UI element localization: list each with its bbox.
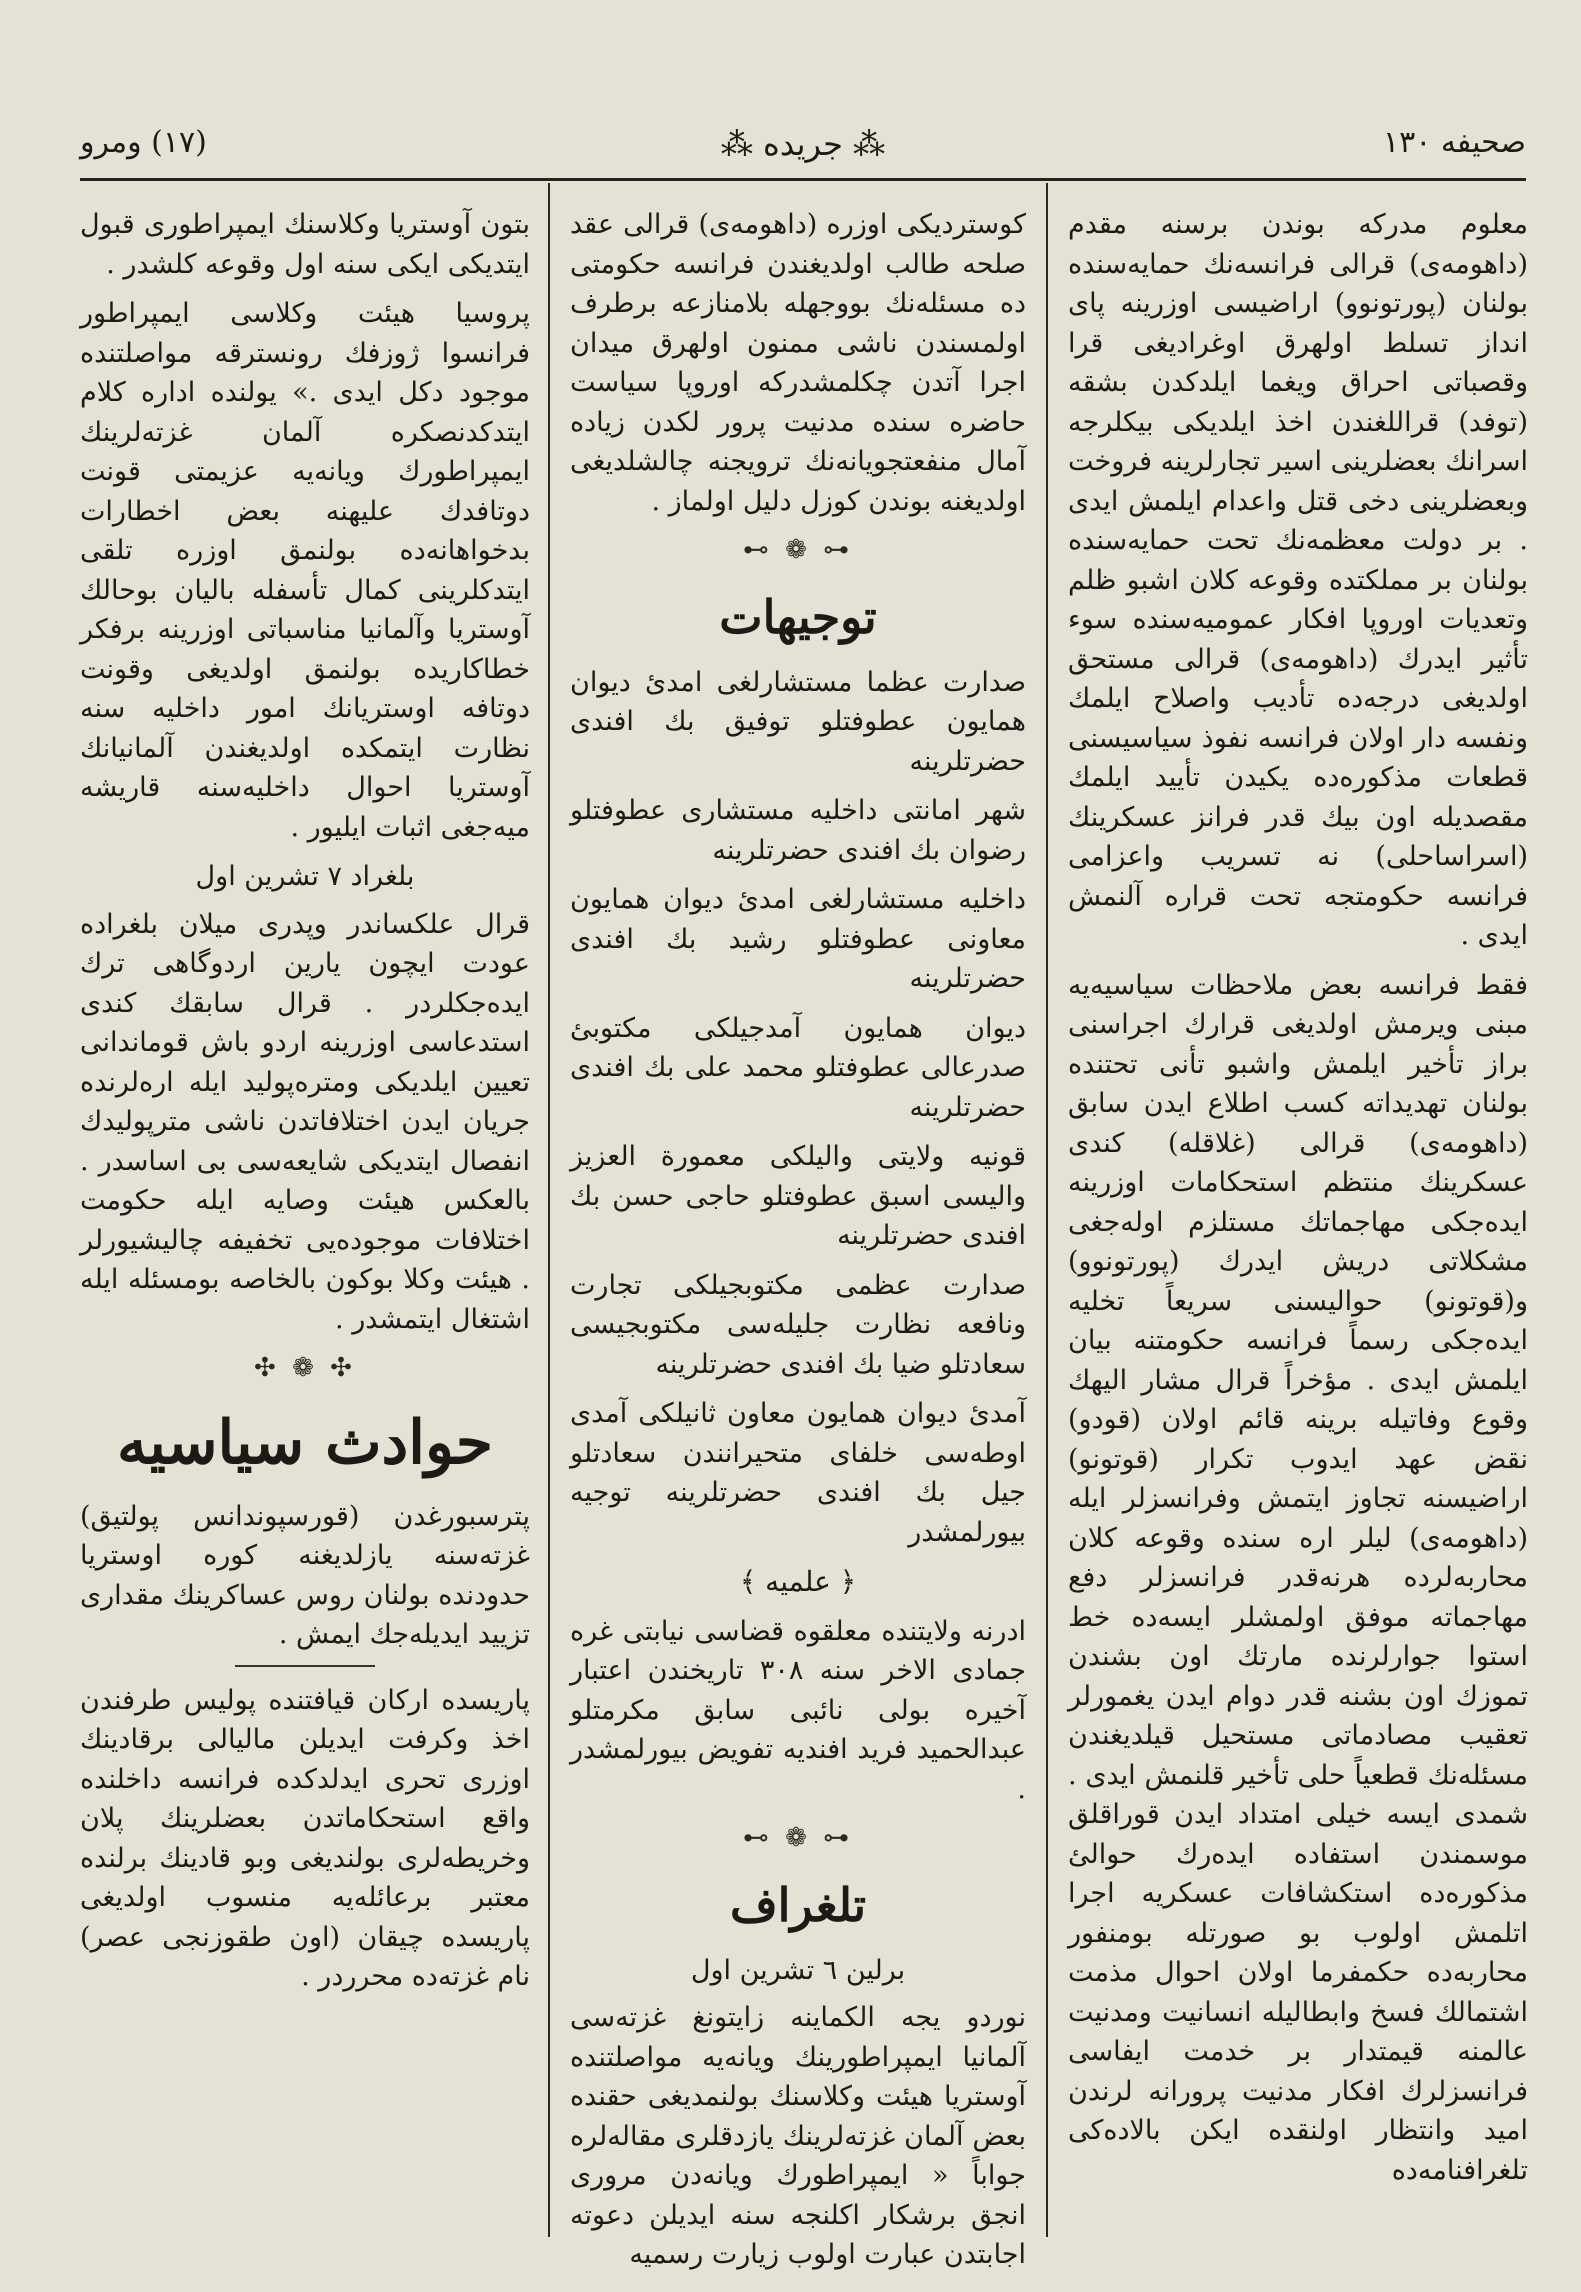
appointments-title: توجيهات bbox=[719, 589, 877, 644]
column-divider-left bbox=[548, 183, 550, 2237]
appointment-item: صدارت عظمى مكتوبجيلكى تجارت ونافعه نظارت جليله‌سى مكتوبجيسى سعادتلو ضيا بك افندى حضرتلرينه bbox=[570, 1269, 1026, 1380]
belgrade-dateline: بلغراد ٧ تشرين اول bbox=[195, 861, 415, 892]
page-number-label: صحيفه ١٣٠ bbox=[1382, 125, 1526, 160]
paris-text: پاريسده اركان قيافتنده پوليس طرفندن اخذ وكرفت ايديلن ماليالى برقادينك اوزرى تحرى ايدلدكده فرانسه داخلنده واقع استحكاماتدن بعضلرينك پلان وخريطه‌لرى بولنديغى وبو قادينك برلنده معتبر برعائله‌يه منسوب اولديغى پاريسده چيقان (اون طقوزنجى عصر) نام غزته‌ده محرردر . bbox=[80, 1684, 530, 1992]
ornament-divider-icon: ⊷ ❁ ⊶ bbox=[742, 1823, 854, 1853]
ilmiye-text: ادرنه ولايتنده معلقوه قضاسى نيابتى غره جمادى الاخر سنه ٣٠٨ تاريخندن اعتبار آخيره بولى نائبى سابق مكرمتلو عبدالحميد فريد افنديه تفويض بيورلمشدر . bbox=[570, 1615, 1026, 1805]
column-middle bbox=[570, 205, 1026, 2270]
page-header bbox=[80, 125, 1526, 175]
telegraph-text: نوردو يجه الكماينه زايتونغ غزته‌سى آلمانيا ايمپراطورينك ويانه‌يه مواصلتنده آوستريا هيئت وكلاسنك بولنمديغى حقنده بعض آلمان غزته‌لرينك يازدقلرى مقاله‌لره جواباً « ايمپراطورك ويانه‌دن مرورى انجق برشكار اكلنجه سنه ايديلن دعوته اجابتدن عبارت اولوب زيارت رسميه bbox=[570, 2002, 1026, 2270]
petersburg-text: پترسبورغدن (قورسپوندانس پولتيق) غزته‌سنه يازلديغنه كوره اوستريا حدودنده بولنان روس عساكرينك مقدارى تزييد ايديله‌جك ايمش . bbox=[80, 1500, 530, 1650]
political-news-title: حوادث سياسيه bbox=[116, 1407, 494, 1478]
dahomey-article-continuation: كوسترديكى اوزره (داهومه‌ى) قرالى عقد صلحه طالب اولديغندن فرانسه حكومتى ده مسئله‌نك بووجهله بلامنازعه برطرف اولمسندن ناشى ممنون اولهرق ميدان اجرا آتدن چكلمشدركه اوروپا سياست حاضره سنده مدنيت پرور لكدن زياده آمال منفعتجويانه‌نك ترويجنه چالشلديغى اولديغنه بوندن كوزل دليل اولماز . bbox=[570, 209, 1026, 517]
belgrade-text: قرال علكساندر وپدرى ميلان بلغراده عودت ايچون يارين اردوگاهى ترك ايده‌جكلردر . قرال سابقك كندى استدعاسى اوزرينه اردو باش قوماندانى تعيين ايلديكى ومتره‌پوليد ايله اره‌لرنده جريان ايدن اختلافاتدن ناشى مترپوليدك انفصال ايتديكى شايعه‌سى بى اساسدر . بالعكس هيئت وصايه ايله حكومت اختلافات موجوده‌يى تخفيفه چاليشيورلر . هيئت وكلا بوكون بالخاصه بومسئله ايله اشتغال ايتمشدر . bbox=[80, 908, 530, 1335]
issue-number-label: (١٧) ومرو bbox=[80, 125, 207, 160]
dahomey-article-para-1: معلوم مدركه بوندن برسنه مقدم (داهومه‌ى) قرالى فرانسه‌نك حمايه‌سنده بولنان (پورتونوو) اراضيسى اوزرينه پاى انداز تسلط اولهرق اوغرادیغى قرا وقصباتى احراق ويغما ايلدكدن بشقه (توفد) قراللغندن اخذ ايلديكى بيكلرجه اسرانك بعضلرينى اسير تجارلرينه فروخت وبعضلرينى دخى قتل واعدام ايلمش ايدى . بر دولت معظمه‌نك تحت حمايه‌سنده بولنان بر مملكتده وقوعه كلان اشبو ظلم وتعديات اوروپا افكار عموميه‌سنده سوء تأثير ايدرك (داهومه‌ى) قرالى مستحق اولديغى درجه‌ده تأديب واصلاح ايلمك ونفسه دار اولان فرانسه نفوذ سياسيسنى قطعات مذكوره‌ده يكيدن تأييد ايلمك مقصديله اون بيك قدر فرانز عسكرينك (اسراساحلى) نه تسريب واعزامى فرانسه حكومتجه تحت قراره آلنمش ايدى . bbox=[1068, 209, 1528, 951]
telegraph-title: تلغراف bbox=[729, 1877, 867, 1932]
appointment-item: آمدئ ديوان همايون معاون ثانيلكى آمدى اوطه‌سى خلفاى متحيرانندن سعادتلو جيل بك افندى حضرتلرينه توجيه بيورلمشدر bbox=[570, 1398, 1026, 1548]
appointment-item: داخليه مستشارلغى امدئ ديوان همايون معاونى عطوفتلو رشيد بك افندى حضرتلرينه bbox=[570, 884, 1026, 994]
column-right bbox=[1068, 205, 1528, 2237]
ilmiye-title: ﴿ علميه ﴾ bbox=[739, 1565, 857, 1598]
left-flourish-icon: ⁂ bbox=[842, 125, 886, 163]
appointment-item: ديوان همايون آمدجيلكى مكتوبئ صدرعالى عطوفتلو محمد على بك افندى حضرتلرينه bbox=[570, 1012, 1026, 1123]
appointment-item: صدارت عظما مستشارلغى امدئ ديوان همايون عطوفتلو توفيق بك افندى حضرتلرينه bbox=[570, 666, 1026, 777]
appointment-item: قونيه ولايتى واليلكى معمورة العزيز واليسى اسبق عطوفتلو حاجى حسن بك افندى حضرتلرينه bbox=[570, 1141, 1026, 1251]
appointment-item: شهر امانتى داخليه مستشارى عطوفتلو رضوان بك افندى حضرتلرينه bbox=[570, 795, 1026, 866]
right-flourish-icon: ⁂ bbox=[720, 125, 764, 163]
telegraph-prussia-para: پروسيا هيئت وكلاسى ايمپراطور فرانسوا ژوزفك رونسترقه مواصلتنده موجود دكل ايدى .» يولنده اداره كلام ايتدكدنصكره آلمان غزته‌لرينك ايمپراطورك ويانه‌يه عزيمتى قونت دوتافدك عليهنه بعض اخطارات بدخواهانه‌ده بولنمق اوزره تلقى ايتدكلرينى كمال تأسفله باليان بوحالك آوستريا وآلمانيا مناسباتى اوزرينه برفكر خطاكاريده بولنمق اولديغى وقونت دوتافه اوستريانك امور داخليه سنه نظارت ايتمكده اولديغندن آلمانيانك آوستريا احوال داخليه‌سنه قاريشه ميه‌جغى اثبات ايليور . bbox=[80, 298, 530, 843]
masthead-text: جريده bbox=[763, 125, 843, 163]
telegraph-dateline: برلين ٦ تشرين اول bbox=[690, 1954, 906, 1986]
column-left bbox=[80, 205, 530, 2237]
masthead-title bbox=[721, 125, 885, 163]
ornament-divider-icon: ✣ ❁ ✣ bbox=[254, 1353, 356, 1383]
header-rule bbox=[80, 178, 1526, 181]
dahomey-article-para-2: فقط فرانسه بعض ملاحظات سياسيه‌يه مبنى ويرمش اولديغى قرارك اجراسنى براز تأخير ايلمش واشبو تأنى تحتنده بولنان تهديداته كسب اطلاع ايدن سابق (داهومه‌ى) قرالى (غلاقله) كندى عسكرينك منتظم استحكامات اوزرينه ايده‌جكى مهاجماتك مستلزم اوله‌جغى مشكلاتى دريش ايدرك (پورتونوو) و(قوتونو) حواليسنى سريعاً تخليه ايده‌جكى رسماً فرانسه حكومتنه بيان ايلمش ايدى . مؤخراً قرال مشار اليهك وقوع وفاتيله برينه قائم اولان (قودو) نقض عهد ايدوب تكرار (قوتونو) اراضيسنه تجاوز ايتمش وفرانسزلر ايله (داهومه‌ى) ليلر اره سنده وقوعه كلان محاربه‌لرده هرنه‌قدر فرانسزلر دفع مهاجماته موفق اولمشلر ايسه‌ده خط استوا جوارلرنده مارتك اون بشندن تموزك اون بشنه قدر دوام ايدن يغمورلر تعقيب مصادماتى مستحيل قيلديغندن مسئله‌نك قطعياً حلى تأخير قلنمش ايدى . شمدى ايسه خيلى امتداد ايدن قوراقلق موسمندن استفاده ايده‌رك حوالئ مذكوره‌ده استكشافات عسكريه اجرا اتلمش اولوب بو صورتله بومنفور محاربه‌ده حكمفرما اولان احوال مذمت اشتمالك فسخ وابطاليله انسانيت ومدنيت عالمنه قيمتدار بر خدمت ايفاسى فرانسزلرك افكار مدنيت پرورانه لرندن اميد وانتظار اولنقده ايكن بالاده‌كى تلغرافنامه‌ده bbox=[1068, 969, 1528, 2186]
short-divider bbox=[235, 1665, 375, 1667]
ornament-divider-icon: ⊷ ❁ ⊶ bbox=[742, 535, 854, 565]
telegraph-continuation: بتون آوستريا وكلاسنك ايمپراطورى قبول ايتديكى ايكى سنه اول وقوعه كلشدر . bbox=[80, 209, 530, 280]
column-divider-right bbox=[1046, 183, 1048, 2237]
